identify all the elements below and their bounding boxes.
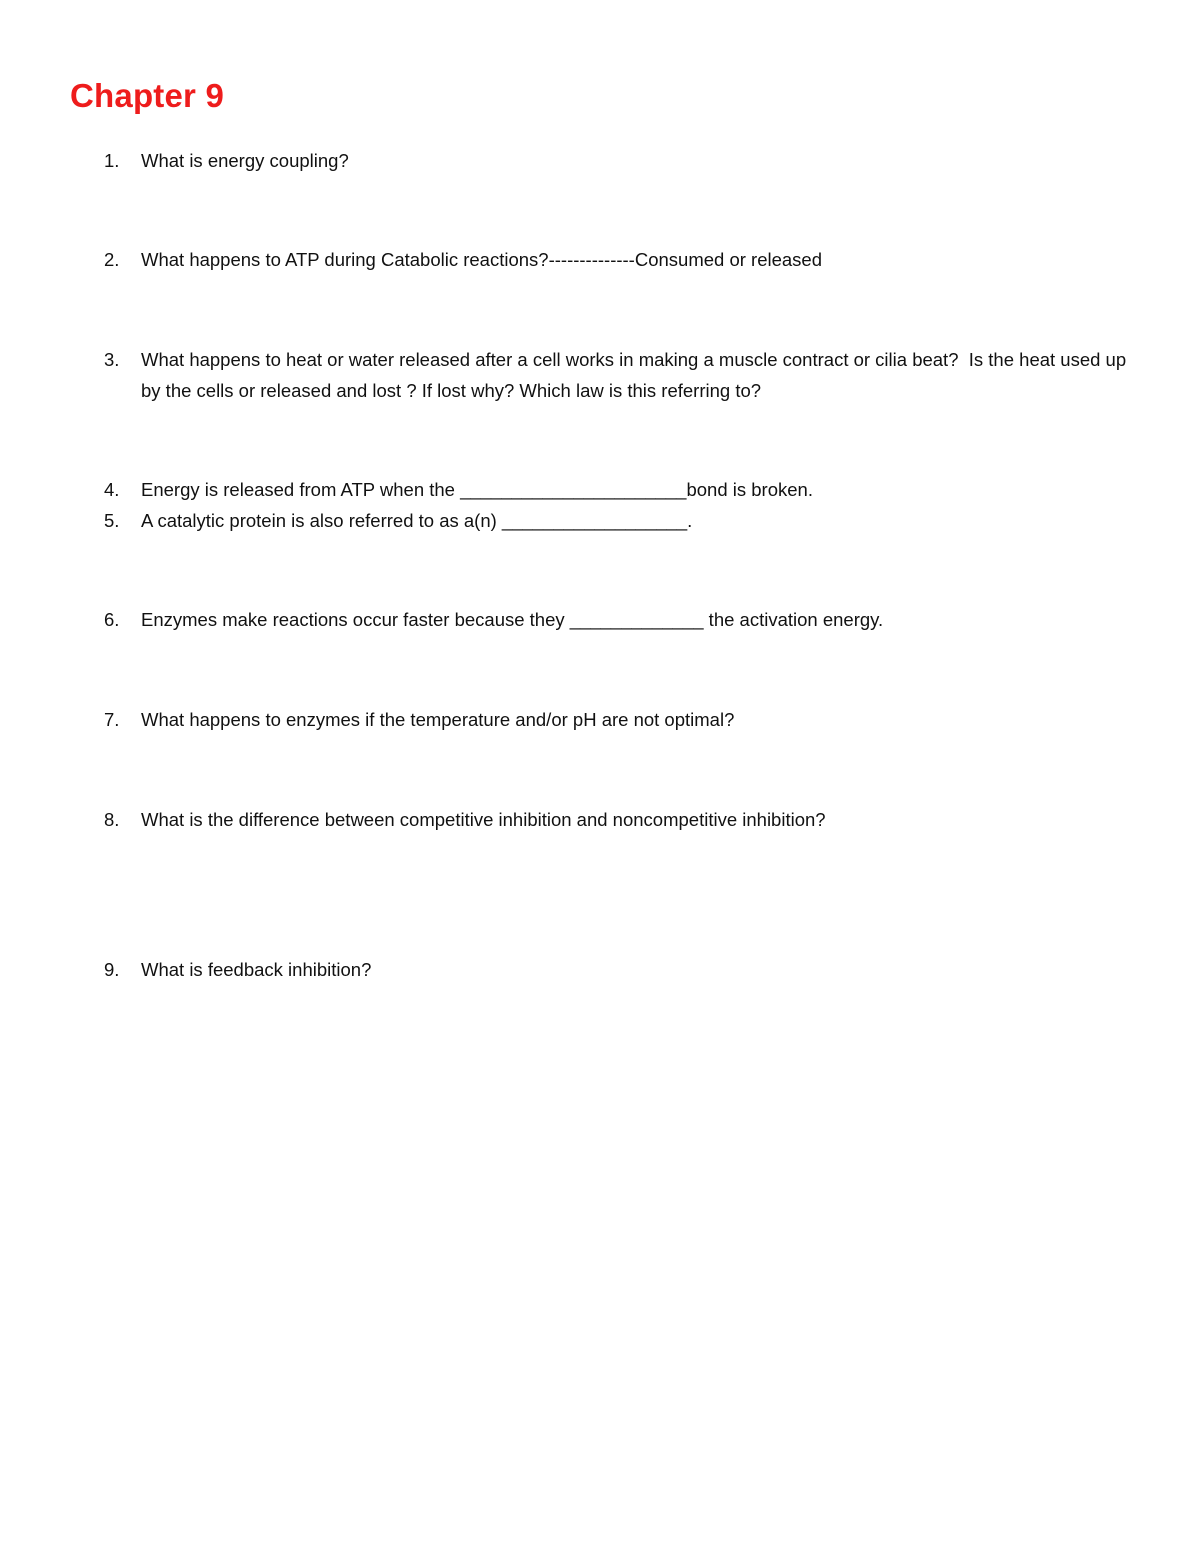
question-number: 5. bbox=[104, 510, 120, 531]
question-number: 8. bbox=[104, 809, 120, 830]
question-text: What is energy coupling? bbox=[141, 150, 349, 171]
question-text: Enzymes make reactions occur faster because they _____________ the activation energy. bbox=[141, 609, 884, 630]
question-text: What happens to ATP during Catabolic reactions?--------------Consumed or released bbox=[141, 249, 822, 270]
question-number: 1. bbox=[104, 150, 120, 171]
question-number: 6. bbox=[104, 609, 120, 630]
question-text: What happens to heat or water released after a cell works in making a muscle contract or cilia beat? Is the heat used up by the cells or released and lost ? If lost why? Which law is this referring to? bbox=[141, 349, 1132, 401]
page-title: Chapter 9 bbox=[70, 77, 225, 114]
question-text: What is the difference between competitive inhibition and noncompetitive inhibition? bbox=[141, 809, 826, 830]
question-number: 9. bbox=[104, 959, 120, 980]
question-number: 4. bbox=[104, 479, 120, 500]
question-number: 3. bbox=[104, 349, 120, 370]
question-text: A catalytic protein is also referred to as a(n) __________________. bbox=[141, 510, 693, 531]
question-text: What is feedback inhibition? bbox=[141, 959, 372, 980]
question-text: What happens to enzymes if the temperature and/or pH are not optimal? bbox=[141, 709, 735, 730]
question-number: 7. bbox=[104, 709, 120, 730]
question-text: Energy is released from ATP when the ______________________bond is broken. bbox=[141, 479, 813, 500]
question-number: 2. bbox=[104, 249, 120, 270]
